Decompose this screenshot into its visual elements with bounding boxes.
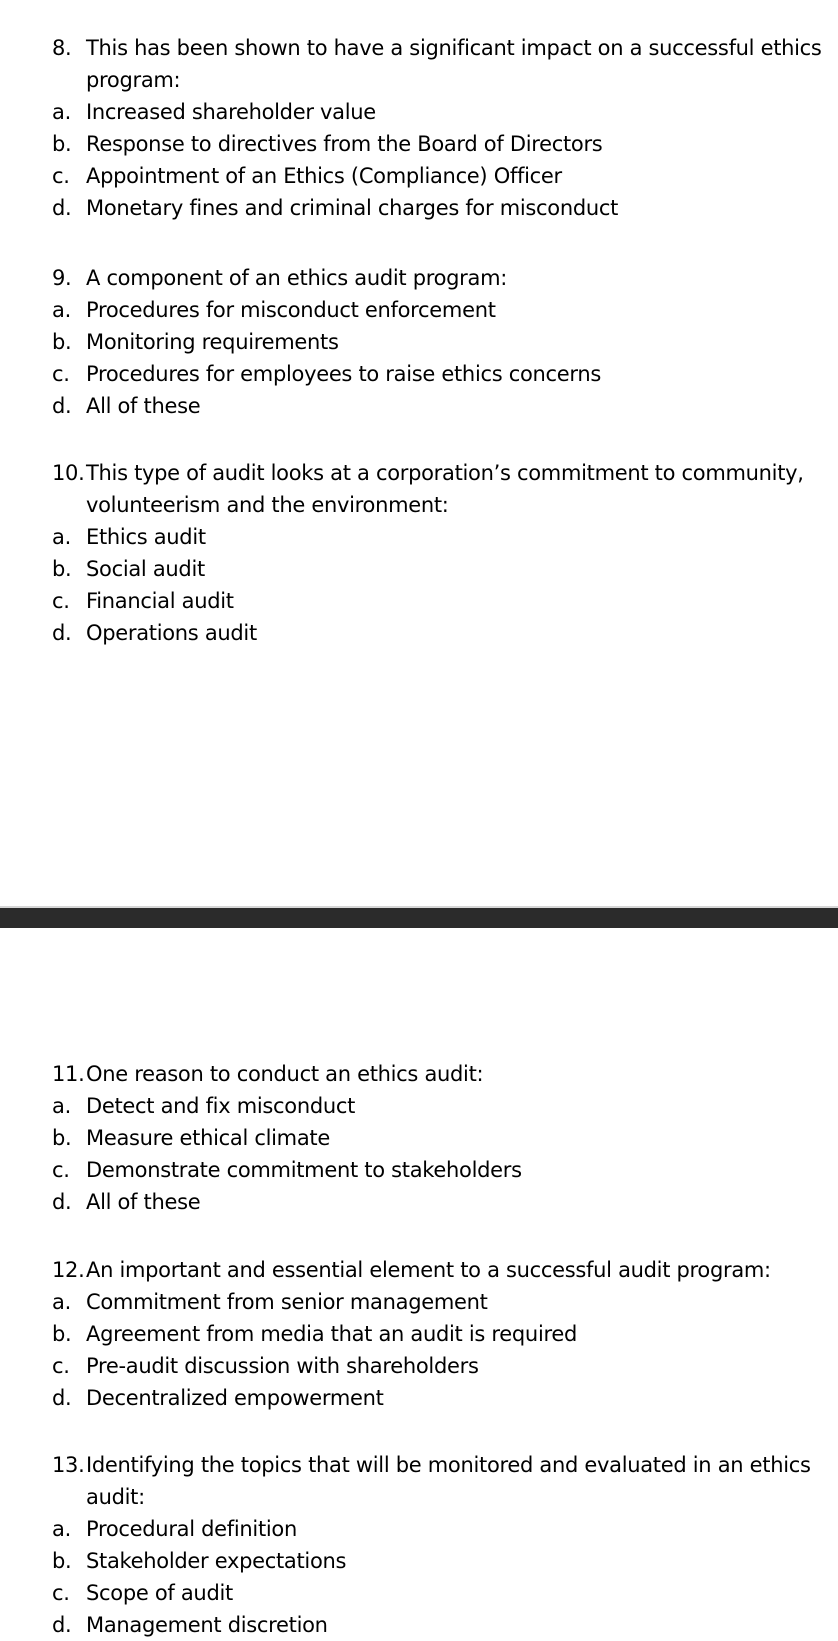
option-c	[52, 585, 822, 617]
question-stem	[52, 1449, 822, 1513]
question-13	[52, 1449, 822, 1641]
option-b	[52, 128, 822, 160]
option-text: Decentralized empowerment	[86, 1386, 384, 1410]
option-c	[52, 1577, 822, 1609]
question-text: Identifying the topics that will be monitored and evaluated in an ethics audit:	[86, 1453, 811, 1509]
question-stem	[52, 262, 822, 294]
option-a	[52, 1090, 822, 1122]
option-b	[52, 1318, 822, 1350]
question-11	[52, 1058, 822, 1218]
option-letter: d.	[52, 1190, 72, 1214]
option-letter: c.	[52, 1158, 70, 1182]
option-a	[52, 1286, 822, 1318]
question-number: 11.	[52, 1062, 85, 1086]
question-text: This type of audit looks at a corporation’s commitment to community, volunteerism and the environment:	[86, 461, 804, 517]
option-text: Ethics audit	[86, 525, 206, 549]
option-text: Commitment from senior management	[86, 1290, 488, 1314]
option-c	[52, 1154, 822, 1186]
option-text: Operations audit	[86, 621, 257, 645]
option-letter: a.	[52, 1517, 71, 1541]
option-d	[52, 1382, 822, 1414]
question-text: A component of an ethics audit program:	[86, 266, 508, 290]
option-text: Monetary fines and criminal charges for misconduct	[86, 196, 619, 220]
option-d	[52, 1609, 822, 1641]
option-text: Measure ethical climate	[86, 1126, 330, 1150]
option-d	[52, 390, 822, 422]
option-letter: b.	[52, 1549, 72, 1573]
option-text: Appointment of an Ethics (Compliance) Officer	[86, 164, 562, 188]
question-text: This has been shown to have a significant impact on a successful ethics program:	[86, 36, 822, 92]
question-9	[52, 262, 822, 422]
document-page-bottom	[0, 928, 838, 1639]
option-text: Pre-audit discussion with shareholders	[86, 1354, 479, 1378]
question-number: 13.	[52, 1453, 85, 1477]
option-letter: b.	[52, 132, 72, 156]
question-12	[52, 1254, 822, 1414]
option-b	[52, 1545, 822, 1577]
option-text: Increased shareholder value	[86, 100, 376, 124]
question-stem	[52, 1254, 822, 1286]
option-b	[52, 1122, 822, 1154]
option-text: Procedures for misconduct enforcement	[86, 298, 496, 322]
question-number: 9.	[52, 266, 72, 290]
option-letter: c.	[52, 1581, 70, 1605]
question-stem	[52, 32, 822, 96]
option-text: All of these	[86, 1190, 201, 1214]
option-a	[52, 521, 822, 553]
option-letter: a.	[52, 525, 71, 549]
option-letter: a.	[52, 100, 71, 124]
option-text: Stakeholder expectations	[86, 1549, 347, 1573]
question-8	[52, 32, 822, 224]
option-text: All of these	[86, 394, 201, 418]
question-text: One reason to conduct an ethics audit:	[86, 1062, 484, 1086]
option-text: Scope of audit	[86, 1581, 233, 1605]
option-text: Detect and fix misconduct	[86, 1094, 356, 1118]
question-number: 10.	[52, 461, 85, 485]
question-number: 8.	[52, 36, 72, 60]
question-stem	[52, 457, 822, 521]
option-b	[52, 553, 822, 585]
option-letter: c.	[52, 164, 70, 188]
option-c	[52, 160, 822, 192]
option-letter: a.	[52, 1290, 71, 1314]
option-d	[52, 1186, 822, 1218]
option-b	[52, 326, 822, 358]
option-a	[52, 96, 822, 128]
question-number: 12.	[52, 1258, 85, 1282]
option-text: Financial audit	[86, 589, 234, 613]
option-a	[52, 1513, 822, 1545]
option-letter: a.	[52, 298, 71, 322]
option-text: Procedural definition	[86, 1517, 297, 1541]
option-text: Management discretion	[86, 1613, 328, 1637]
option-c	[52, 1350, 822, 1382]
option-c	[52, 358, 822, 390]
option-text: Demonstrate commitment to stakeholders	[86, 1158, 522, 1182]
option-text: Social audit	[86, 557, 205, 581]
option-letter: d.	[52, 1386, 72, 1410]
option-letter: b.	[52, 1322, 72, 1346]
option-letter: b.	[52, 1126, 72, 1150]
option-letter: d.	[52, 1613, 72, 1637]
option-letter: a.	[52, 1094, 71, 1118]
question-10	[52, 457, 822, 649]
option-letter: d.	[52, 394, 72, 418]
option-letter: d.	[52, 621, 72, 645]
option-letter: b.	[52, 557, 72, 581]
option-text: Response to directives from the Board of Directors	[86, 132, 603, 156]
option-letter: d.	[52, 196, 72, 220]
option-a	[52, 294, 822, 326]
option-d	[52, 192, 822, 224]
question-stem	[52, 1058, 822, 1090]
option-letter: c.	[52, 589, 70, 613]
option-text: Procedures for employees to raise ethics concerns	[86, 362, 602, 386]
option-letter: c.	[52, 1354, 70, 1378]
option-text: Monitoring requirements	[86, 330, 339, 354]
page-break-divider	[0, 906, 838, 928]
question-text: An important and essential element to a successful audit program:	[86, 1258, 771, 1282]
option-text: Agreement from media that an audit is required	[86, 1322, 578, 1346]
option-letter: c.	[52, 362, 70, 386]
option-letter: b.	[52, 330, 72, 354]
option-d	[52, 617, 822, 649]
